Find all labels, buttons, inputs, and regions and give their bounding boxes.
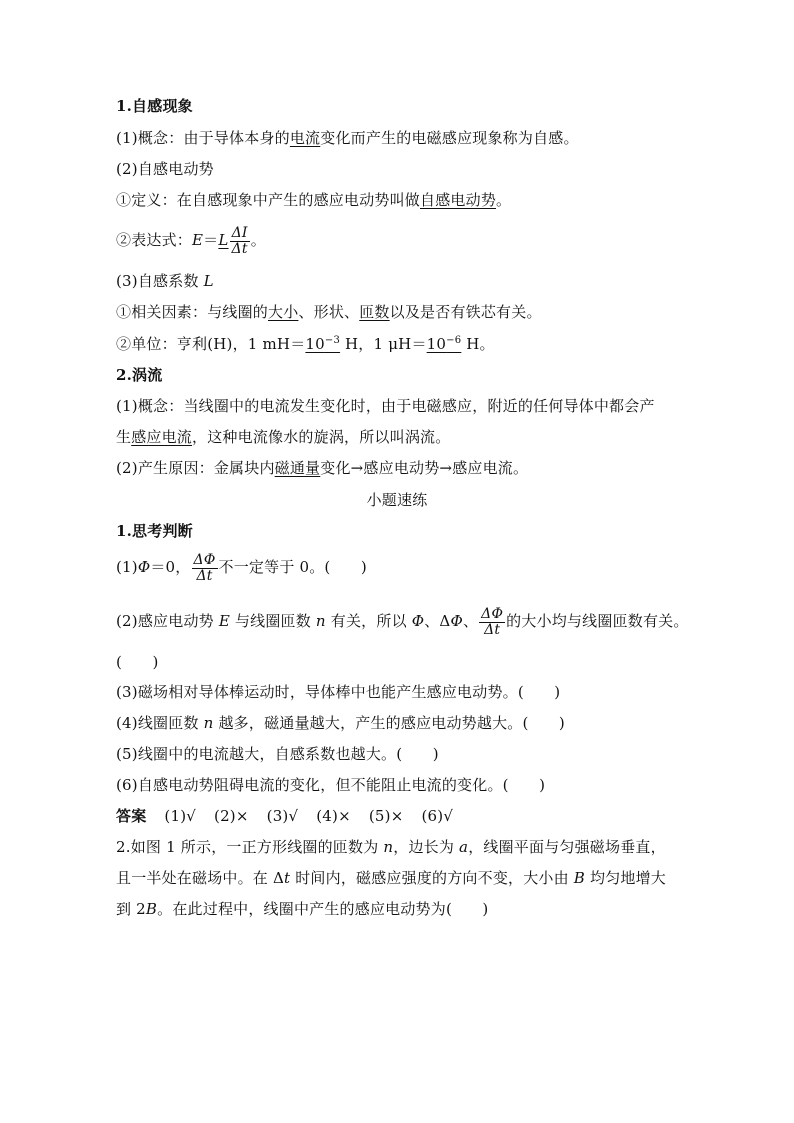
eddy-concept-line2: 生感应电流，这种电流像水的旋涡，所以叫涡流。 (116, 428, 451, 446)
blank-answer: $10^{-6}$ (426, 335, 462, 353)
judgment-1: (1)Φ＝0， $\frac{\Delta\Phi}{\Delta t}$ 不一定等于 0。( ) (116, 551, 367, 584)
coefficient-factors: ①相关因素：与线圈的大小、形状、匝数以及是否有铁芯有关。 (116, 303, 542, 321)
answer-line (116, 806, 453, 826)
blank-answer: 大小 (268, 303, 299, 321)
judgment-6: (6)自感电动势阻碍电流的变化，但不能阻止电流的变化。( ) (116, 776, 546, 794)
emf-definition: ①定义：在自感现象中产生的感应电动势叫做自感电动势。 (116, 191, 512, 209)
blank-answer: 自感电动势 (420, 191, 497, 209)
section-title-self-induction: 1.自感现象 (116, 97, 193, 115)
answer-label: 答案 (116, 807, 147, 825)
question-2-line3: 到 2B。在此过程中，线圈中产生的感应电动势为( ) (116, 900, 489, 918)
fraction-dI-dt: $\frac{\Delta I}{\Delta t}$ (231, 224, 248, 257)
emf-subtitle: (2)自感电动势 (116, 160, 214, 178)
eddy-cause: (2)产生原因：金属块内磁通量变化→感应电动势→感应电流。 (116, 459, 529, 477)
practice-heading: 小题速练 (366, 491, 428, 509)
question-2-line2: 且一半处在磁场中。在 Δt 时间内，磁感应强度的方向不变，大小由 B 均匀地增大 (116, 869, 666, 887)
emf-expression: ②表达式：E＝L $\frac{\Delta I}{\Delta t}$ 。 (116, 224, 266, 257)
answer-item: (2)× (214, 807, 249, 825)
coefficient-subtitle: (3)自感系数 L (116, 272, 214, 290)
blank-answer: $10^{-3}$ (305, 335, 341, 353)
judgment-5: (5)线圈中的电流越大，自感系数也越大。( ) (116, 745, 439, 763)
blank-answer: 感应电流 (131, 428, 193, 446)
judgment-2: (2)感应电动势 E 与线圈匝数 n 有关，所以 Φ、ΔΦ、 $\frac{\Delta\Phi}{\Delta t}$ 的大小均与线圈匝数有关。 (116, 605, 689, 638)
answer-item: (1)√ (164, 807, 197, 825)
blank-answer: 匝数 (359, 303, 390, 321)
fraction-dphi-dt: $\frac{\Delta\Phi}{\Delta t}$ (193, 551, 216, 584)
question-1-title: 1.思考判断 (116, 522, 193, 540)
answer-item: (4)× (316, 807, 351, 825)
blank-answer: 磁通量 (274, 459, 321, 477)
judgment-3: (3)磁场相对导体棒运动时，导体棒中也能产生感应电动势。( ) (116, 683, 561, 701)
blank-answer: L (218, 231, 229, 249)
fraction-dphi-dt: $\frac{\Delta\Phi}{\Delta t}$ (481, 605, 504, 638)
judgment-4: (4)线圈匝数 n 越多，磁通量越大，产生的感应电动势越大。( ) (116, 714, 565, 732)
coefficient-unit: ②单位：亨利(H)，1 $mH=10^{-3}$ H，1 $\mu H=10^{-6}$ H。 (116, 335, 495, 353)
answer-item: (6)√ (421, 807, 454, 825)
judgment-2-paren: ( ) (116, 653, 159, 671)
eddy-concept-line1: (1)概念：当线圈中的电流发生变化时，由于电磁感应，附近的任何导体中都会产 (116, 397, 655, 415)
section-title-eddy-current: 2.涡流 (116, 366, 163, 384)
self-induction-concept: (1)概念：由于导体本身的电流变化而产生的电磁感应现象称为自感。 (116, 129, 579, 147)
answer-item: (5)× (368, 807, 404, 825)
answer-item: (3)√ (266, 807, 299, 825)
blank-answer: 电流 (289, 129, 321, 147)
question-2-line1: 2.如图 1 所示，一正方形线圈的匝数为 n，边长为 a，线圈平面与匀强磁场垂直， (116, 838, 666, 856)
